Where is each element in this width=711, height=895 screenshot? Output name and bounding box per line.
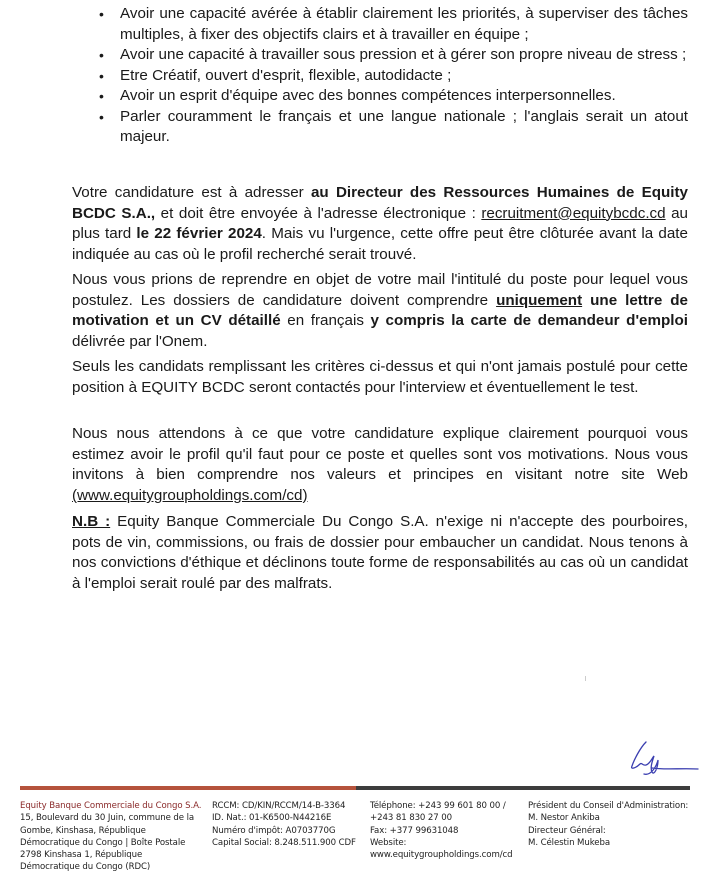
nb-label: N.B : (72, 513, 111, 530)
ceo-name: M. Célestin Mukeba (528, 837, 610, 848)
text-span: et doit être envoyée à l'adresse électronique : (155, 204, 482, 222)
text-span: Equity Banque Commerciale Du Congo S.A. n'exige ni n'accepte des pourboires, pots de vin, commissions, ou frais de dossier pour embaucher un candidat. Nous tenons à nos convictions d'éthique et déclinons toute forme de responsabilités au cas où un candidat à l'emploi serait roulé par des malfrats. (72, 513, 689, 593)
address-line: Démocratique du Congo (RDC) (20, 862, 151, 873)
application-address-paragraph (72, 183, 688, 266)
requirements-list (120, 4, 688, 148)
nb-paragraph (72, 512, 688, 595)
id-nat: ID. Nat.: 01-K6500-N44216E (212, 813, 332, 824)
board-chair-title: Président du Conseil d'Administration: (528, 801, 689, 811)
text-span: en français (280, 312, 371, 330)
text-span: Nous nous attendons à ce que votre candidature explique clairement pourquoi vous estimez avoir le profil qu'il faut pour ce poste et quelles sont vos motivations. Nous vous invitons à bien comprendre nos valeurs et principes en visitant notre site Web (72, 425, 688, 484)
rccm: RCCM: CD/KIN/RCCM/14-B-3364 (212, 801, 346, 811)
text-span: Votre candidature est à adresser (72, 184, 311, 201)
text-span: délivrée par l'Onem. (72, 333, 208, 351)
footer-bar-dark (356, 786, 690, 790)
address-line: Démocratique du Congo | Boîte Postale (20, 837, 186, 848)
deadline-date: le 22 février 2024 (136, 225, 262, 243)
application-contents-paragraph (72, 270, 688, 353)
shortlist-paragraph: Seuls les candidats remplissant les critères ci-dessus et qui n'ont jamais postulé pour cette position à EQUITY BCDC seront contactés pour l'interview et éventuellement le test. (72, 358, 688, 396)
emphasis-uniquement: uniquement (496, 291, 583, 309)
address-line: 15, Boulevard du 30 Juin, commune de la (20, 813, 195, 824)
website-link[interactable]: (www.equitygroupholdings.com/cd) (72, 487, 308, 505)
website-label: Website: (370, 837, 407, 848)
requirement-item: • Avoir un esprit d'équipe avec des bonnes compétences interpersonnelles. (120, 86, 688, 107)
fax: Fax: +377 99631048 (370, 825, 459, 836)
phone-2: +243 81 830 27 00 (370, 813, 453, 824)
address-line: 2798 Kinshasa 1, République (20, 850, 143, 861)
job-seeker-card-requirement: y compris la carte de demandeur d'emploi (370, 312, 688, 330)
text-span: au plus tard (72, 204, 688, 243)
footer-company-address (20, 800, 201, 874)
text-span: Nous vous prions de reprendre en objet de votre mail l'intitulé du poste pour lequel vous postulez. Les dossiers de candidature doivent comprendre (72, 271, 688, 309)
required-documents: une lettre de motivation et un CV détaillé (72, 291, 688, 330)
motivation-paragraph (72, 424, 688, 507)
requirement-item: • Parler couramment le français et une langue nationale ; l'anglais serait un atout majeur. (120, 107, 688, 148)
ceo-title: Directeur Général: (528, 825, 606, 836)
footer-registration (212, 800, 356, 849)
phone-1: Téléphone: +243 99 601 80 00 / (370, 801, 506, 811)
footer-website-link[interactable]: www.equitygroupholdings.com/cd (370, 850, 513, 861)
signature-icon (630, 738, 700, 778)
footer-contact (370, 800, 513, 861)
board-chair-name: M. Nestor Ankiba (528, 813, 600, 824)
footer-bar-brand (20, 786, 356, 790)
company-name: Equity Banque Commerciale du Congo S.A. (20, 801, 202, 811)
footer-management (528, 800, 688, 849)
address-line: Gombe, Kinshasa, République (20, 825, 146, 836)
email-link[interactable]: recruitment@equitybcdc.cd (481, 204, 666, 222)
tax-number: Numéro d'impôt: A0703770G (212, 825, 336, 836)
hr-director-recipient: au Directeur des Ressources Humaines de Equity BCDC S.A., (72, 184, 688, 222)
requirement-item: • Avoir une capacité à travailler sous pression et à gérer son propre niveau de stress ; (120, 45, 688, 66)
scan-speck (585, 676, 586, 681)
requirement-item: • Etre Créatif, ouvert d'esprit, flexible, autodidacte ; (120, 66, 688, 87)
share-capital: Capital Social: 8.248.511.900 CDF (212, 837, 356, 848)
requirement-item: • Avoir une capacité avérée à établir clairement les priorités, à superviser des tâches multiples, à fixer des objectifs clairs et à travailler en équipe ; (120, 4, 688, 45)
text-span: . Mais vu l'urgence, cette offre peut être clôturée avant la date indiquée au cas où le profil recherché serait trouvé. (72, 225, 688, 264)
